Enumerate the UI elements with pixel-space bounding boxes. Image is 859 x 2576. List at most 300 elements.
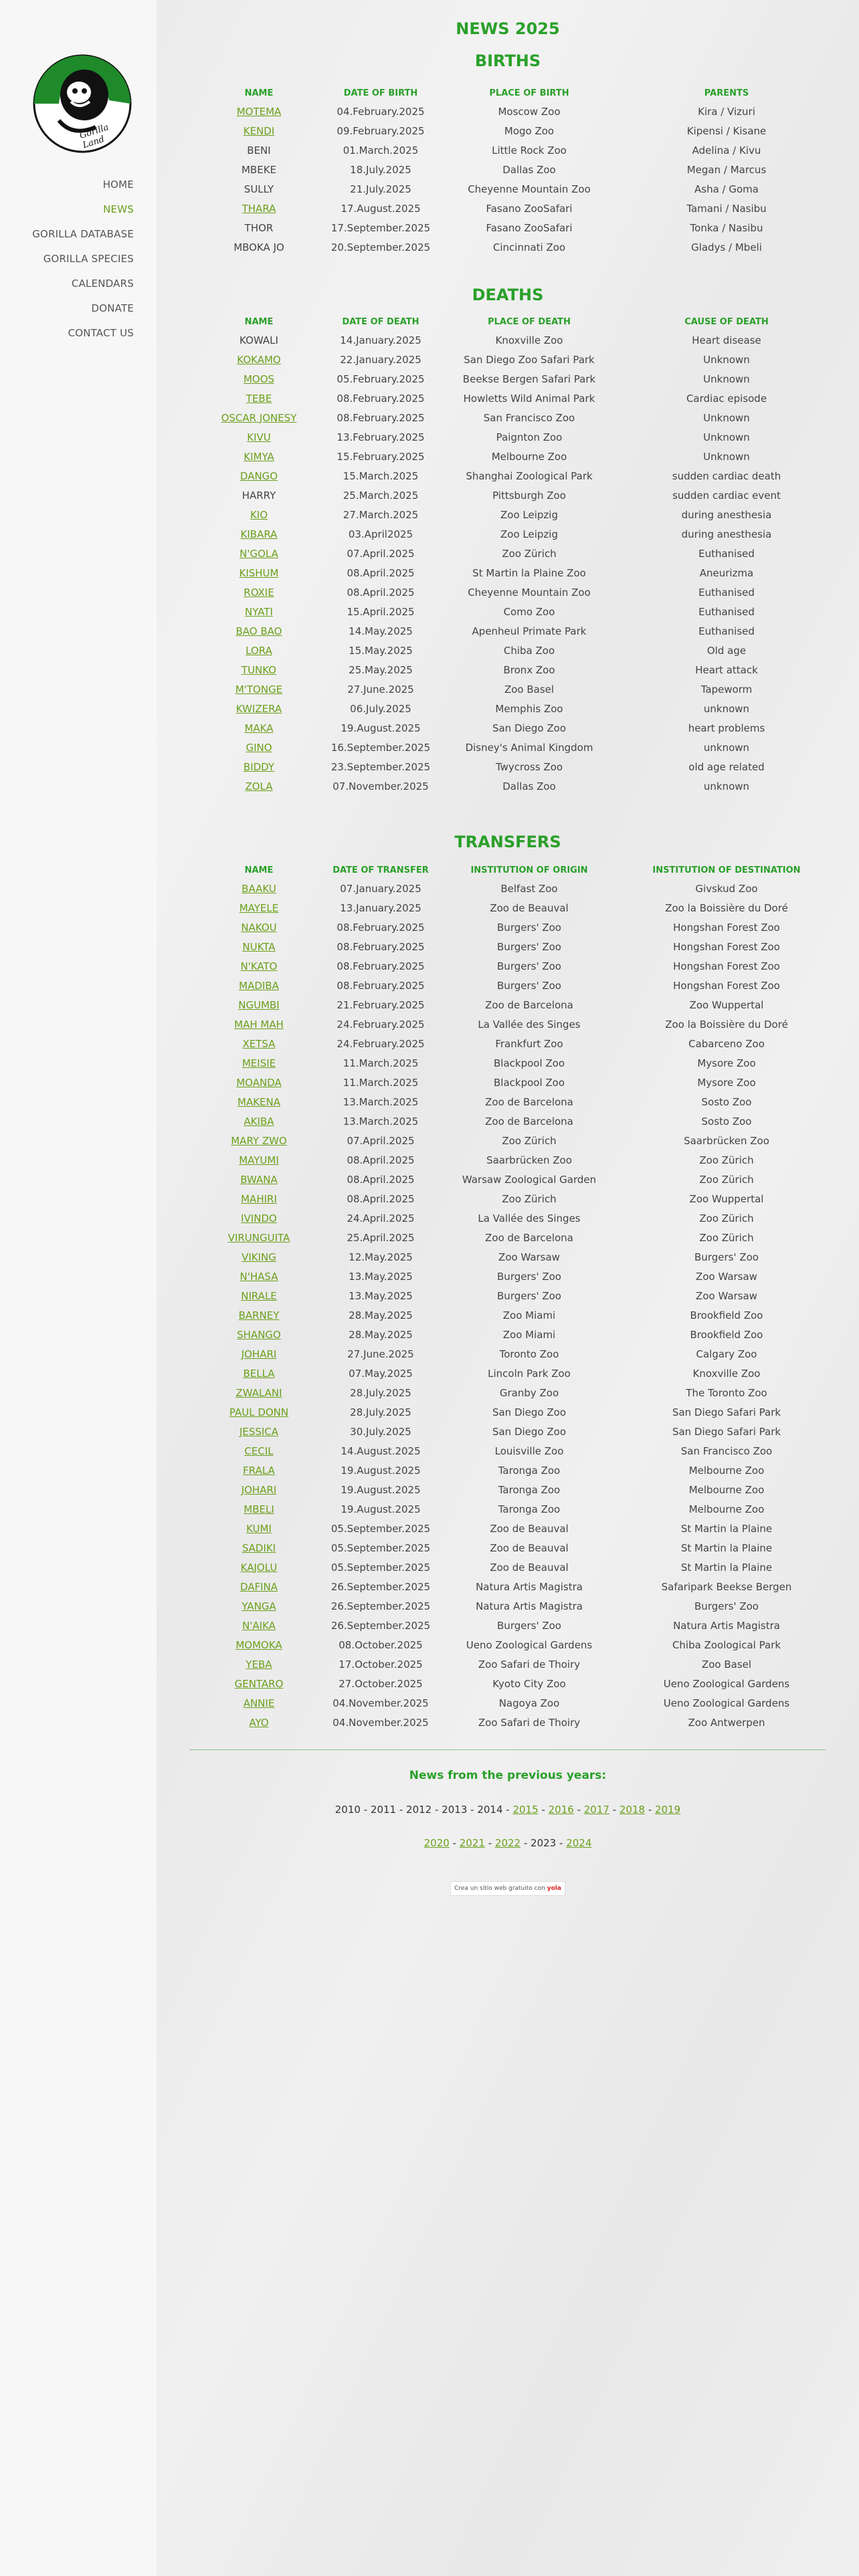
death-name-link[interactable]: KWIZERA [235, 702, 282, 715]
birth-row [189, 160, 827, 179]
transfer-origin: Lincoln Park Zoo [488, 1367, 571, 1380]
transfer-row [189, 1150, 827, 1170]
transfer-origin: Natura Artis Magistra [476, 1580, 583, 1593]
transfer-name-link[interactable]: PAUL DONN [229, 1406, 289, 1418]
death-place: Zoo Leipzig [500, 528, 558, 540]
transfer-date: 05.September.2025 [330, 1541, 431, 1554]
transfer-row [189, 1305, 827, 1325]
death-place: Apenheul Primate Park [472, 625, 587, 637]
year-2023: 2023 [531, 1837, 557, 1849]
transfer-origin: Natura Artis Magistra [476, 1600, 583, 1612]
death-name-link[interactable]: BAO BAO [235, 625, 282, 637]
transfer-name-link[interactable]: AKIBA [244, 1115, 274, 1128]
death-name: HARRY [242, 489, 276, 502]
transfer-name-link[interactable]: JOHARI [241, 1348, 277, 1360]
transfer-date: 08.February.2025 [337, 960, 425, 972]
death-name-cell [189, 660, 329, 679]
transfer-date: 26.September.2025 [330, 1619, 431, 1632]
transfer-date: 24.February.2025 [337, 1018, 425, 1031]
death-name-link[interactable]: BIDDY [243, 760, 275, 773]
transfer-destination: Melbourne Zoo [688, 1464, 765, 1477]
transfer-origin: Zoo Safari de Thoiry [478, 1658, 581, 1671]
transfer-name-cell [189, 1228, 329, 1247]
transfer-date: 19.August.2025 [341, 1464, 421, 1477]
death-date: 06.July.2025 [350, 702, 411, 715]
transfer-name-link[interactable]: BAAKU [242, 882, 276, 895]
transfer-date: 30.July.2025 [350, 1425, 411, 1438]
death-place: Cheyenne Mountain Zoo [468, 586, 591, 599]
death-name-cell [189, 718, 329, 738]
transfer-name-cell [189, 1092, 329, 1111]
transfer-row [189, 1713, 827, 1732]
previous-years-line-2: 2020 - 2021 - 2022 - 2023 - 2024 [423, 1837, 592, 1849]
previous-years-title: News from the previous years: [409, 1769, 607, 1782]
transfer-origin: Burgers' Zoo [497, 960, 561, 972]
transfer-name-cell [189, 976, 329, 995]
transfer-name-link[interactable]: MAYELE [239, 901, 279, 914]
transfer-destination: Mysore Zoo [697, 1057, 756, 1069]
birth-row [189, 140, 827, 160]
transfer-name-link[interactable]: BARNEY [238, 1309, 280, 1321]
birth-name: THOR [244, 221, 274, 234]
death-row [189, 679, 827, 699]
transfer-origin: Burgers' Zoo [497, 1289, 561, 1302]
transfer-origin: Ueno Zoological Gardens [466, 1638, 593, 1651]
transfer-name-cell [189, 1170, 329, 1189]
death-place: Zoo Basel [504, 683, 555, 695]
transfer-origin: Blackpool Zoo [493, 1057, 565, 1069]
transfer-destination: Hongshan Forest Zoo [673, 960, 780, 972]
transfer-name-link[interactable]: NAKOU [241, 921, 277, 934]
transfer-date: 08.April.2025 [347, 1173, 415, 1186]
transfer-date: 28.July.2025 [350, 1386, 411, 1399]
death-name-cell [189, 641, 329, 660]
death-row [189, 621, 827, 641]
death-date: 15.May.2025 [349, 644, 413, 657]
death-row [189, 466, 827, 486]
transfer-origin: Zoo Miami [502, 1328, 556, 1341]
death-row [189, 660, 827, 679]
death-place: Paignton Zoo [496, 431, 563, 443]
birth-parents: Asha / Goma [694, 183, 759, 195]
death-name-cell [189, 582, 329, 602]
death-date: 07.November.2025 [332, 780, 429, 792]
birth-name-link[interactable]: MOTEMA [236, 105, 282, 118]
birth-row [189, 237, 827, 257]
death-row [189, 505, 827, 524]
transfer-origin: Saarbrücken Zoo [486, 1154, 572, 1166]
transfer-destination: Zoo Zürich [699, 1231, 754, 1244]
transfer-row [189, 1189, 827, 1208]
transfer-row [189, 1461, 827, 1480]
birth-row [189, 121, 827, 140]
birth-name-link[interactable]: KENDI [243, 124, 275, 137]
gorilla-land-logo[interactable] [32, 53, 132, 154]
transfer-destination: San Diego Safari Park [672, 1425, 781, 1438]
death-row [189, 524, 827, 544]
birth-parents: Kira / Vizuri [698, 105, 755, 118]
death-name-link[interactable]: KIVU [247, 431, 271, 443]
birth-name-link[interactable]: THARA [242, 202, 276, 215]
nav-item-home[interactable]: HOME [102, 179, 134, 191]
transfer-name-link[interactable]: JOHARI [241, 1483, 277, 1496]
transfer-date: 11.March.2025 [343, 1076, 419, 1089]
death-date: 08.April.2025 [347, 566, 415, 579]
death-place: Zoo Zürich [502, 547, 557, 560]
death-name-cell [189, 776, 329, 796]
transfers-header-row [189, 861, 827, 879]
death-name-cell [189, 427, 329, 447]
transfer-origin: San Diego Zoo [492, 1425, 567, 1438]
death-name-link[interactable]: KOKAMO [237, 353, 281, 366]
death-place: Bronx Zoo [503, 663, 555, 676]
transfer-destination: Melbourne Zoo [688, 1503, 765, 1515]
death-name-link[interactable]: M'TONGE [235, 683, 283, 695]
transfer-name-cell [189, 956, 329, 976]
death-date: 25.May.2025 [349, 663, 413, 676]
death-place: Shanghai Zoological Park [466, 469, 593, 482]
transfer-name-link[interactable]: BWANA [240, 1173, 278, 1186]
death-name-link[interactable]: KIMYA [244, 450, 274, 463]
transfer-name-link[interactable]: FRALA [243, 1464, 275, 1477]
death-row [189, 757, 827, 776]
birth-row [189, 218, 827, 237]
death-name-link[interactable]: GINO [246, 741, 272, 754]
death-row [189, 776, 827, 796]
birth-name-cell [189, 121, 329, 140]
transfer-origin: Zoo Warsaw [498, 1251, 560, 1263]
transfer-origin: Zoo de Barcelona [485, 1231, 573, 1244]
transfer-name-cell [189, 1111, 329, 1131]
death-name-link[interactable]: OSCAR JONESY [221, 411, 297, 424]
death-name-link[interactable]: TEBE [246, 392, 272, 405]
transfer-destination: Hongshan Forest Zoo [673, 940, 780, 953]
birth-name: BENI [247, 144, 271, 156]
transfer-name-link[interactable]: VIRUNGUITA [227, 1231, 290, 1244]
transfer-origin: San Diego Zoo [492, 1406, 567, 1418]
transfer-name-link[interactable]: MAKENA [237, 1095, 280, 1108]
badge-brand: yola [547, 1885, 561, 1892]
nav-item-news[interactable]: NEWS [103, 203, 134, 215]
transfer-name-link[interactable]: MADIBA [239, 979, 279, 992]
transfer-row [189, 1654, 827, 1674]
death-row [189, 389, 827, 408]
transfer-name-cell [189, 1286, 329, 1305]
birth-date: 18.July.2025 [350, 163, 411, 176]
transfer-date: 08.October.2025 [339, 1638, 423, 1651]
death-name-link[interactable]: N'GOLA [240, 547, 278, 560]
death-name-link[interactable]: ZOLA [245, 780, 273, 792]
transfer-destination: Burgers' Zoo [694, 1600, 759, 1612]
death-date: 07.April.2025 [347, 547, 415, 560]
birth-name-cell [189, 237, 329, 257]
nav-item-gorilla-species[interactable]: GORILLA SPECIES [43, 253, 134, 265]
transfer-name-link[interactable]: YANGA [242, 1600, 276, 1612]
transfer-destination: Zoo la Boissière du Doré [665, 901, 788, 914]
transfer-destination: Zoo Wuppertal [689, 1192, 764, 1205]
transfer-destination: Brookfield Zoo [690, 1309, 763, 1321]
transfer-row [189, 1286, 827, 1305]
year-2012: 2012 [406, 1804, 432, 1816]
transfer-name-link[interactable]: VIKING [242, 1251, 276, 1263]
transfer-name-cell [189, 1499, 329, 1519]
transfer-date: 11.March.2025 [343, 1057, 419, 1069]
transfer-origin: Zoo Safari de Thoiry [478, 1716, 581, 1729]
death-cause: old age related [688, 760, 765, 773]
year-link-2021[interactable]: 2021 [459, 1837, 485, 1849]
year-link-2015[interactable]: 2015 [512, 1804, 539, 1816]
year-2011: 2011 [370, 1804, 397, 1816]
transfer-name-link[interactable]: DAFINA [240, 1580, 278, 1593]
transfer-name-link[interactable]: XETSA [242, 1037, 276, 1050]
transfer-name-cell [189, 1693, 329, 1713]
transfer-destination: San Diego Safari Park [672, 1406, 781, 1418]
transfer-name-link[interactable]: NUKTA [242, 940, 276, 953]
transfer-name-link[interactable]: N'KATO [240, 960, 278, 972]
death-name: KOWALI [240, 334, 278, 346]
death-name-cell [189, 369, 329, 389]
death-row [189, 544, 827, 563]
transfer-name-cell [189, 1131, 329, 1150]
death-date: 23.September.2025 [330, 760, 431, 773]
death-row [189, 738, 827, 757]
year-link-2019[interactable]: 2019 [655, 1804, 681, 1816]
transfer-name-cell [189, 1558, 329, 1577]
transfer-name-link[interactable]: CECIL [244, 1444, 274, 1457]
death-name-link[interactable]: ROXIE [244, 586, 274, 599]
death-date: 19.August.2025 [341, 722, 421, 734]
death-name-cell [189, 602, 329, 621]
transfer-row [189, 976, 827, 995]
nav-item-contact-us[interactable]: CONTACT US [68, 327, 134, 339]
birth-name-cell [189, 102, 329, 121]
nav-item-donate[interactable]: DONATE [91, 302, 134, 314]
year-link-2018[interactable]: 2018 [619, 1804, 646, 1816]
transfer-destination: Zoo Warsaw [696, 1289, 757, 1302]
death-row [189, 350, 827, 369]
transfer-name-link[interactable]: ANNIE [243, 1697, 275, 1709]
transfer-name-cell [189, 1364, 329, 1383]
death-cause: Unknown [703, 353, 750, 366]
transfer-name-link[interactable]: MAYUMI [239, 1154, 279, 1166]
year-2010: 2010 [335, 1804, 361, 1816]
transfer-date: 08.February.2025 [337, 921, 425, 934]
transfer-name-cell [189, 1267, 329, 1286]
transfer-date: 19.August.2025 [341, 1483, 421, 1496]
deaths-header-name: NAME [244, 316, 274, 327]
transfers-table [189, 861, 827, 1732]
transfer-destination: Zoo Zürich [699, 1212, 754, 1224]
transfer-row [189, 898, 827, 918]
transfers-header-name: NAME [244, 865, 274, 875]
births-table [189, 84, 827, 257]
death-name-link[interactable]: TUNKO [241, 663, 277, 676]
transfer-name-cell [189, 1461, 329, 1480]
nav-item-calendars[interactable]: CALENDARS [71, 278, 134, 290]
year-link-2017[interactable]: 2017 [583, 1804, 609, 1816]
death-place: San Francisco Zoo [483, 411, 575, 424]
transfer-name-link[interactable]: N'HASA [240, 1270, 278, 1283]
transfer-origin: Zoo de Beauval [490, 1561, 569, 1574]
death-name-cell [189, 330, 329, 350]
transfer-row [189, 1247, 827, 1267]
transfer-date: 21.February.2025 [337, 998, 425, 1011]
birth-name-cell [189, 140, 329, 160]
birth-name-cell [189, 199, 329, 218]
transfer-name-cell [189, 1305, 329, 1325]
transfer-destination: Calgary Zoo [696, 1348, 757, 1360]
transfer-date: 07.April.2025 [347, 1134, 415, 1147]
transfer-origin: Zoo de Beauval [490, 1541, 569, 1554]
transfer-row [189, 1538, 827, 1558]
transfer-date: 26.September.2025 [330, 1580, 431, 1593]
transfer-row [189, 1053, 827, 1073]
transfer-name-cell [189, 1247, 329, 1267]
transfer-name-link[interactable]: MOMOKA [235, 1638, 282, 1651]
transfer-name-cell [189, 1150, 329, 1170]
transfer-row [189, 1519, 827, 1538]
transfer-name-cell [189, 1073, 329, 1092]
transfer-date: 08.April.2025 [347, 1192, 415, 1205]
death-row [189, 408, 827, 427]
transfer-origin: Louisville Zoo [494, 1444, 564, 1457]
nav-item-gorilla-database[interactable]: GORILLA DATABASE [32, 228, 134, 240]
transfer-destination: St Martin la Plaine [680, 1561, 773, 1574]
logo-text: Gorilla Land [78, 122, 110, 151]
transfer-name-link[interactable]: MAH MAH [234, 1018, 284, 1031]
death-place: San Diego Zoo Safari Park [464, 353, 595, 366]
death-date: 14.May.2025 [349, 625, 413, 637]
transfer-name-cell [189, 1402, 329, 1422]
transfer-name-link[interactable]: BELLA [243, 1367, 275, 1380]
transfer-origin: Burgers' Zoo [497, 940, 561, 953]
site-builder-badge[interactable] [450, 1881, 565, 1896]
transfer-origin: Zoo de Barcelona [485, 998, 573, 1011]
main-content [157, 0, 859, 2576]
transfer-name-link[interactable]: KUMI [246, 1522, 272, 1535]
death-cause: unknown [703, 741, 750, 754]
transfer-name-link[interactable]: MOANDA [236, 1076, 282, 1089]
transfer-name-link[interactable]: KAJOLU [240, 1561, 278, 1574]
year-link-2020[interactable]: 2020 [423, 1837, 450, 1849]
deaths-header-date: DATE OF DEATH [342, 316, 419, 327]
death-name-link[interactable]: NYATI [245, 605, 273, 618]
transfer-name-link[interactable]: YEBA [246, 1658, 272, 1671]
transfer-date: 13.March.2025 [343, 1115, 419, 1128]
transfer-row [189, 879, 827, 898]
transfer-row [189, 1073, 827, 1092]
transfer-name-link[interactable]: NGUMBI [238, 998, 280, 1011]
death-cause: Heart attack [695, 663, 758, 676]
transfer-name-link[interactable]: JESSICA [239, 1425, 279, 1438]
birth-parents: Kipensi / Kisane [686, 124, 767, 137]
death-place: Como Zoo [503, 605, 555, 618]
year-link-2022[interactable]: 2022 [494, 1837, 521, 1849]
death-name-link[interactable]: KIO [250, 508, 268, 521]
death-date: 27.March.2025 [343, 508, 419, 521]
death-cause: unknown [703, 780, 750, 792]
badge-text: Crea un sitio web gratuito con [454, 1885, 545, 1892]
death-cause: Euthanised [698, 625, 755, 637]
transfer-origin: Granby Zoo [499, 1386, 559, 1399]
transfer-origin: Blackpool Zoo [493, 1076, 565, 1089]
birth-date: 09.February.2025 [337, 124, 425, 137]
transfer-name-link[interactable]: MBELI [244, 1503, 274, 1515]
transfer-row [189, 1267, 827, 1286]
transfer-destination: Zoo la Boissière du Doré [665, 1018, 788, 1031]
year-link-2016[interactable]: 2016 [548, 1804, 574, 1816]
transfer-name-cell [189, 1616, 329, 1635]
death-place: Dallas Zoo [502, 780, 556, 792]
transfer-row [189, 1596, 827, 1616]
death-date: 03.April2025 [348, 528, 413, 540]
death-date: 15.March.2025 [343, 469, 419, 482]
transfer-date: 08.February.2025 [337, 940, 425, 953]
transfer-name-link[interactable]: NIRALE [241, 1289, 277, 1302]
transfer-row [189, 1014, 827, 1034]
death-cause: sudden cardiac death [672, 469, 781, 482]
transfer-destination: Sosto Zoo [701, 1095, 752, 1108]
death-name-link[interactable]: MAKA [244, 722, 274, 734]
death-name-cell [189, 524, 329, 544]
transfer-name-cell [189, 1441, 329, 1461]
transfer-date: 08.February.2025 [337, 979, 425, 992]
death-name-link[interactable]: DANGO [240, 469, 278, 482]
transfer-name-cell [189, 1422, 329, 1441]
transfer-name-link[interactable]: ZWALANI [235, 1386, 282, 1399]
death-name-link[interactable]: MOOS [243, 372, 275, 385]
transfer-destination: Knoxville Zoo [692, 1367, 761, 1380]
transfer-origin: Zoo de Beauval [490, 1522, 569, 1535]
death-row [189, 486, 827, 505]
transfer-name-link[interactable]: SHANGO [237, 1328, 281, 1341]
birth-date: 04.February.2025 [337, 105, 425, 118]
transfer-date: 26.September.2025 [330, 1600, 431, 1612]
transfer-row [189, 1383, 827, 1402]
transfer-name-link[interactable]: IVINDO [241, 1212, 277, 1224]
transfer-name-cell [189, 1325, 329, 1344]
transfer-date: 04.November.2025 [332, 1697, 429, 1709]
transfer-name-link[interactable]: MAHIRI [241, 1192, 277, 1205]
birth-name: MBOKA JO [233, 241, 284, 253]
death-place: Knoxville Zoo [495, 334, 563, 346]
transfer-name-link[interactable]: MEISIE [242, 1057, 276, 1069]
death-cause: during anesthesia [681, 528, 772, 540]
transfer-name-link[interactable]: MARY ZWO [231, 1134, 287, 1147]
transfer-origin: Taronga Zoo [498, 1464, 561, 1477]
death-name-link[interactable]: LORA [246, 644, 272, 657]
death-name-link[interactable]: KISHUM [239, 566, 279, 579]
death-name-link[interactable]: KIBARA [240, 528, 278, 540]
transfer-row [189, 1092, 827, 1111]
birth-place: Dallas Zoo [502, 163, 556, 176]
transfer-name-link[interactable]: GENTARO [234, 1677, 284, 1690]
death-date: 25.March.2025 [343, 489, 419, 502]
transfer-name-link[interactable]: N'AIKA [242, 1619, 276, 1632]
transfer-date: 13.March.2025 [343, 1095, 419, 1108]
death-date: 13.February.2025 [337, 431, 425, 443]
transfer-row [189, 1674, 827, 1693]
transfer-origin: Taronga Zoo [498, 1503, 561, 1515]
death-row [189, 427, 827, 447]
transfer-row [189, 1364, 827, 1383]
year-link-2024[interactable]: 2024 [566, 1837, 592, 1849]
transfer-name-link[interactable]: SADIKI [242, 1541, 276, 1554]
transfer-name-cell [189, 937, 329, 956]
death-place: Beekse Bergen Safari Park [462, 372, 596, 385]
transfer-name-link[interactable]: AYO [249, 1716, 269, 1729]
page-title: NEWS 2025 [456, 19, 560, 38]
